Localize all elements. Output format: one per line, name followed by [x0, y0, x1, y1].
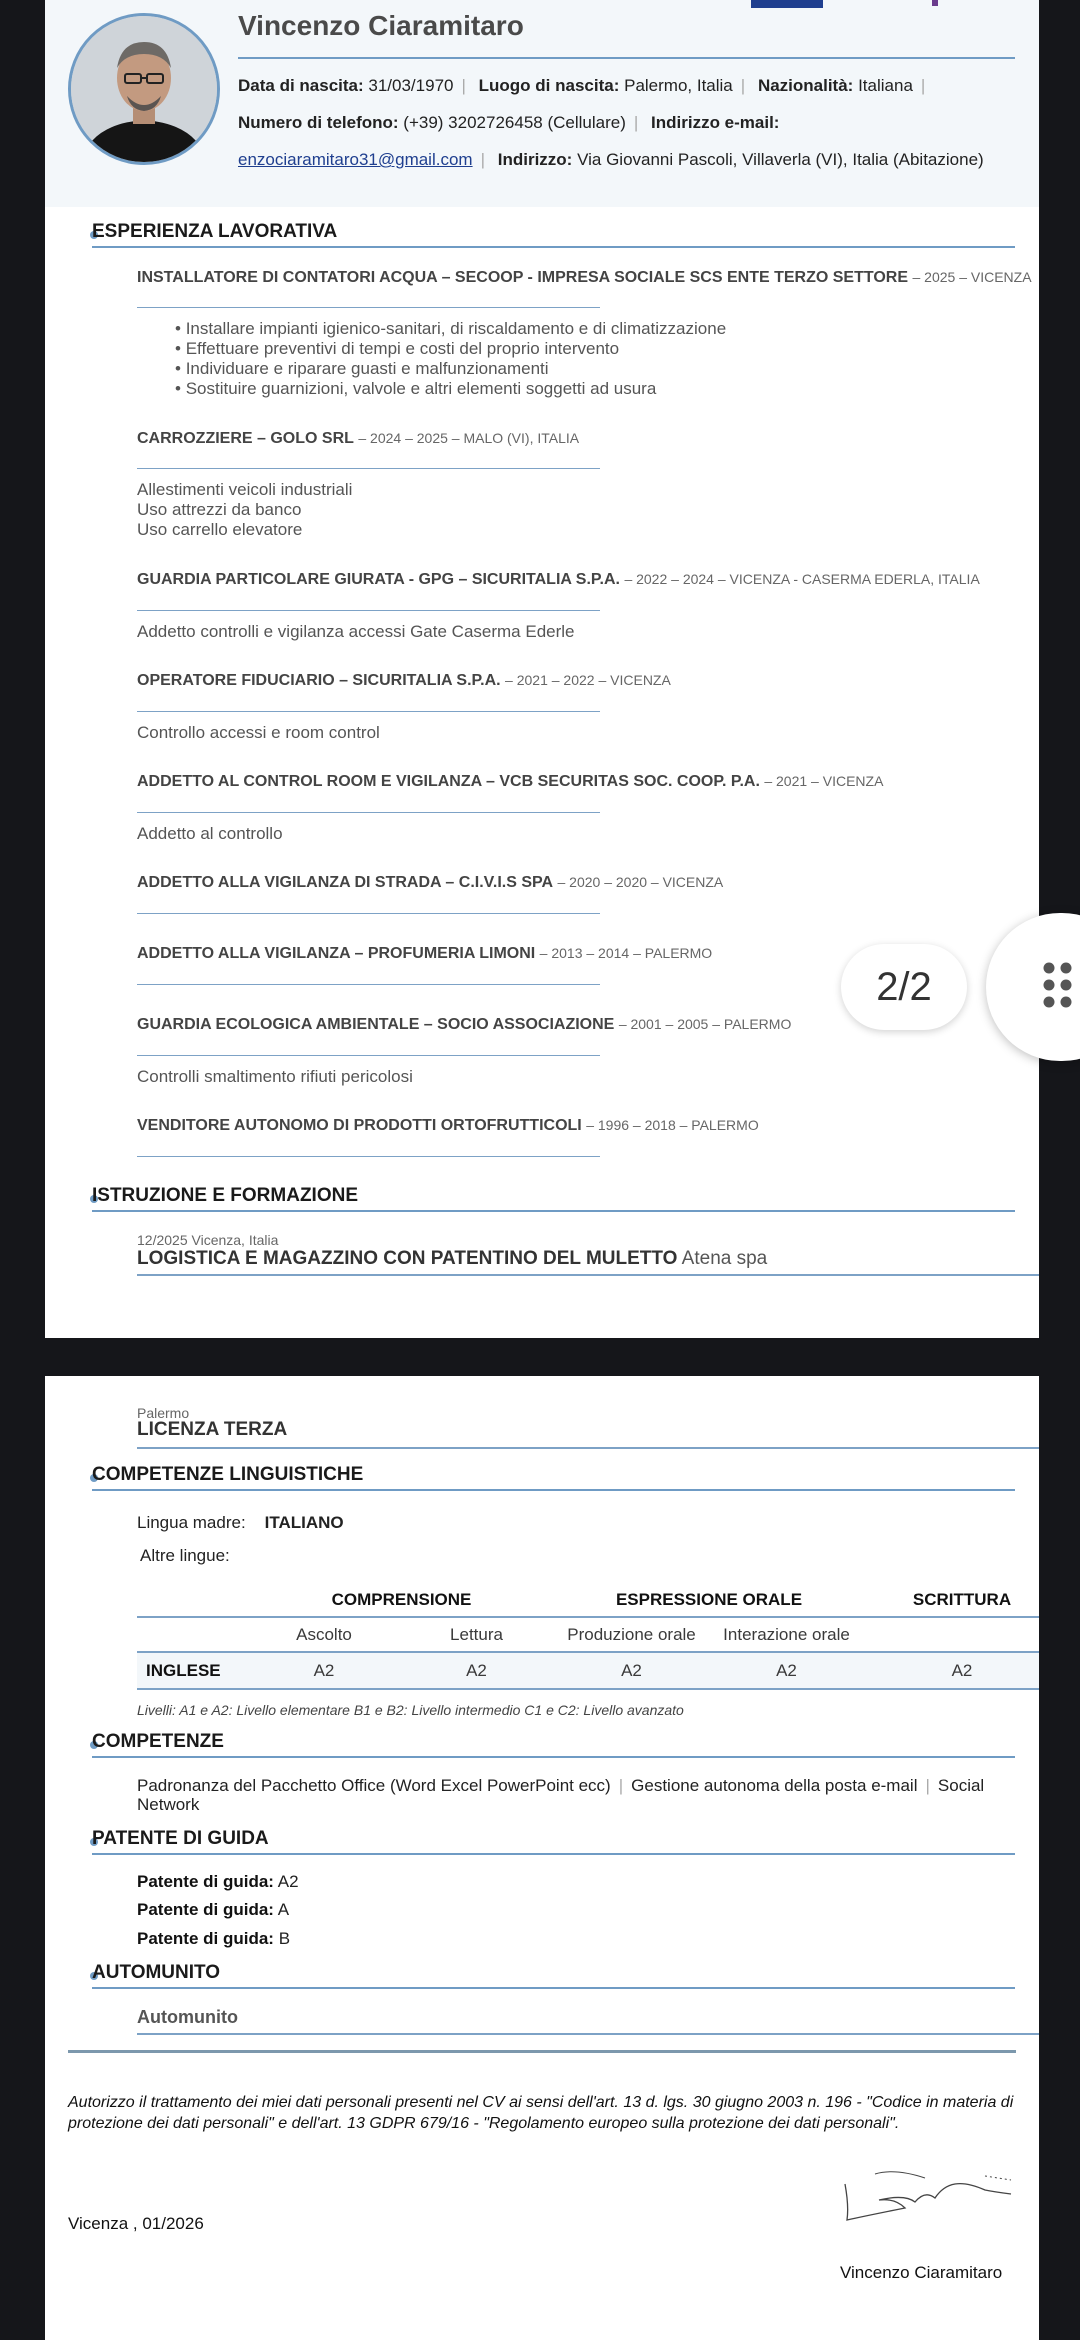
full-name: Vincenzo Ciaramitaro	[238, 10, 524, 41]
column-subheader: Lettura	[450, 1624, 503, 1644]
list-item: • Installare impianti igienico-sanitari, di riscaldamento e di climatizzazione	[175, 319, 726, 339]
job-rule	[137, 610, 600, 611]
level-cell: A2	[466, 1660, 487, 1680]
column-header: COMPRENSIONE	[331, 1589, 472, 1609]
job-title: GUARDIA PARTICOLARE GIURATA - GPG – SICURITALIA S.P.A. – 2022 – 2024 – VICENZA - CASERMA EDERLA, ITALIA	[137, 571, 980, 588]
email-link[interactable]: enzociaramitaro31@gmail.com	[238, 150, 473, 169]
job-description: Addetto al controllo	[137, 824, 283, 843]
license-item: Patente di guida: A2	[137, 1872, 299, 1891]
name-underline	[238, 57, 1015, 59]
email-label: Indirizzo e-mail:	[651, 113, 780, 132]
languages-table	[137, 1583, 1039, 1690]
cv-header	[45, 0, 1039, 207]
list-item: • Effettuare preventivi di tempi e costi del proprio intervento	[175, 339, 726, 359]
header-top-fragment	[932, 0, 938, 6]
phone-label: Numero di telefono:	[238, 113, 399, 132]
place-date: Vicenza , 01/2026	[68, 2214, 204, 2233]
nationality-label: Nazionalità:	[757, 76, 854, 95]
info-line-2: Numero di telefono: (+39) 3202726458 (Cellulare) | Indirizzo e-mail:	[238, 113, 780, 132]
section-rule	[92, 1853, 1015, 1855]
section-title: PATENTE DI GUIDA	[92, 1828, 269, 1849]
job-title: INSTALLATORE DI CONTATORI ACQUA – SECOOP - IMPRESA SOCIALE SCS ENTE TERZO SETTORE – 2025 – VICENZA	[137, 269, 1032, 286]
section-title: AUTOMUNITO	[92, 1962, 221, 1983]
table-subheader-row	[137, 1617, 1039, 1652]
birth-date: 31/03/1970	[368, 76, 454, 95]
profile-photo	[68, 13, 220, 165]
skills-text-cont: Network	[137, 1795, 200, 1814]
job-description: Controllo accessi e room control	[137, 723, 380, 742]
car-value: Automunito	[137, 2007, 238, 2027]
section-rule	[92, 1756, 1015, 1758]
address-label: Indirizzo:	[497, 150, 573, 169]
privacy-consent: Autorizzo il trattamento dei miei dati personali presenti nel CV ai sensi dell'art. 13 d. lgs. 30 giugno 2003 n. 196 - "Codice in materia di protezione dei dati personali" e dell'art. 13 GDPR 679/16 - "Regolamento europeo sulla protezione dei dati personali".	[68, 2094, 1014, 2132]
job-title: ADDETTO ALLA VIGILANZA DI STRADA – C.I.V.I.S SPA – 2020 – 2020 – VICENZA	[137, 874, 724, 891]
education-rule	[137, 1274, 1039, 1276]
education-place: Palermo	[137, 1405, 190, 1421]
section-rule	[92, 1987, 1015, 1989]
column-subheader: Ascolto	[296, 1624, 352, 1644]
job-rule	[137, 468, 600, 469]
column-subheader: Produzione orale	[567, 1624, 696, 1644]
header-top-fragment	[751, 0, 823, 8]
section-title: ESPERIENZA LAVORATIVA	[92, 221, 338, 242]
page-indicator-text: 2/2	[876, 964, 932, 1009]
job-title: ADDETTO AL CONTROL ROOM E VIGILANZA – VCB SECURITAS SOC. COOP. P.A. – 2021 – VICENZA	[137, 773, 884, 790]
job-bullets	[175, 319, 726, 399]
table-header-row	[137, 1583, 1039, 1617]
section-title: COMPETENZE	[92, 1731, 224, 1752]
job-description: Addetto controlli e vigilanza accessi Gate Caserma Ederle	[137, 622, 575, 641]
job-rule	[137, 1156, 600, 1157]
mother-tongue: Lingua madre: ITALIANO	[137, 1513, 344, 1532]
cv-page-1	[45, 0, 1039, 1338]
section-title: ISTRUZIONE E FORMAZIONE	[92, 1185, 358, 1206]
level-cell: A2	[776, 1660, 797, 1680]
license-item: Patente di guida: B	[137, 1929, 291, 1948]
page-indicator	[841, 944, 967, 1030]
grid-dots-icon[interactable]	[986, 913, 1080, 1061]
language-name: INGLESE	[146, 1660, 221, 1680]
cv-page-2	[45, 1376, 1039, 2340]
education-date-place: 12/2025 Vicenza, Italia	[137, 1232, 279, 1248]
section-rule	[92, 1210, 1015, 1212]
job-rule	[137, 984, 600, 985]
job-rule	[137, 913, 600, 914]
job-title: GUARDIA ECOLOGICA AMBIENTALE – SOCIO ASSOCIAZIONE – 2001 – 2005 – PALERMO	[137, 1016, 792, 1033]
address: Via Giovanni Pascoli, Villaverla (VI), Italia (Abitazione)	[577, 150, 984, 169]
info-line-1: Data di nascita: 31/03/1970 | Luogo di nascita: Palermo, Italia | Nazionalità: Italiana |	[238, 76, 926, 95]
skills-text: Padronanza del Pacchetto Office (Word Excel PowerPoint ecc) | Gestione autonoma della posta e-mail | Social	[137, 1776, 985, 1795]
education-rule	[137, 1447, 1039, 1449]
column-header: ESPRESSIONE ORALE	[615, 1589, 803, 1609]
footer-rule	[68, 2050, 1016, 2053]
education-title: LICENZA TERZA	[137, 1419, 288, 1440]
birthplace-label: Luogo di nascita:	[478, 76, 620, 95]
other-languages-label: Altre lingue:	[140, 1546, 230, 1565]
job-rule	[137, 711, 600, 712]
column-subheader: Interazione orale	[723, 1624, 850, 1644]
job-rule	[137, 812, 600, 813]
job-title: ADDETTO ALLA VIGILANZA – PROFUMERIA LIMONI – 2013 – 2014 – PALERMO	[137, 945, 713, 962]
list-item: • Individuare e riparare guasti e malfunzionamenti	[175, 359, 726, 379]
nationality: Italiana	[858, 76, 913, 95]
signature	[835, 2156, 1015, 2226]
section-title: COMPETENZE LINGUISTICHE	[92, 1464, 364, 1485]
birth-label: Data di nascita:	[238, 76, 364, 95]
birthplace: Palermo, Italia	[624, 76, 733, 95]
section-rule	[92, 246, 1015, 248]
job-description: Allestimenti veicoli industriali Uso attrezzi da banco Uso carrello elevatore	[137, 480, 353, 539]
job-title: VENDITORE AUTONOMO DI PRODOTTI ORTOFRUTTICOLI – 1996 – 2018 – PALERMO	[137, 1117, 759, 1134]
info-line-3: enzociaramitaro31@gmail.com | Indirizzo: Via Giovanni Pascoli, Villaverla (VI), Italia (Abitazione)	[238, 150, 984, 169]
level-cell: A2	[951, 1660, 973, 1680]
table-row	[137, 1652, 1039, 1689]
list-item: • Sostituire guarnizioni, valvole e altri elementi soggetti ad usura	[175, 379, 726, 399]
job-rule	[137, 1055, 600, 1056]
section-rule	[92, 1489, 1015, 1491]
job-title: OPERATORE FIDUCIARIO – SICURITALIA S.P.A. – 2021 – 2022 – VICENZA	[137, 672, 671, 689]
levels-note: Livelli: A1 e A2: Livello elementare B1 e B2: Livello intermedio C1 e C2: Livello avanzato	[137, 1702, 684, 1718]
signer-name: Vincenzo Ciaramitaro	[840, 2263, 1003, 2282]
level-cell: A2	[621, 1660, 642, 1680]
phone-number: (+39) 3202726458 (Cellulare)	[403, 113, 626, 132]
job-description: Controlli smaltimento rifiuti pericolosi	[137, 1067, 413, 1086]
education-title: LOGISTICA E MAGAZZINO CON PATENTINO DEL MULETTO Atena spa	[137, 1248, 768, 1269]
job-rule	[137, 307, 600, 308]
license-item: Patente di guida: A	[137, 1900, 290, 1919]
column-header: SCRITTURA	[912, 1589, 1012, 1609]
level-cell: A2	[313, 1660, 335, 1680]
car-rule	[137, 2033, 1039, 2035]
job-title: CARROZZIERE – GOLO SRL – 2024 – 2025 – MALO (VI), ITALIA	[137, 430, 580, 447]
